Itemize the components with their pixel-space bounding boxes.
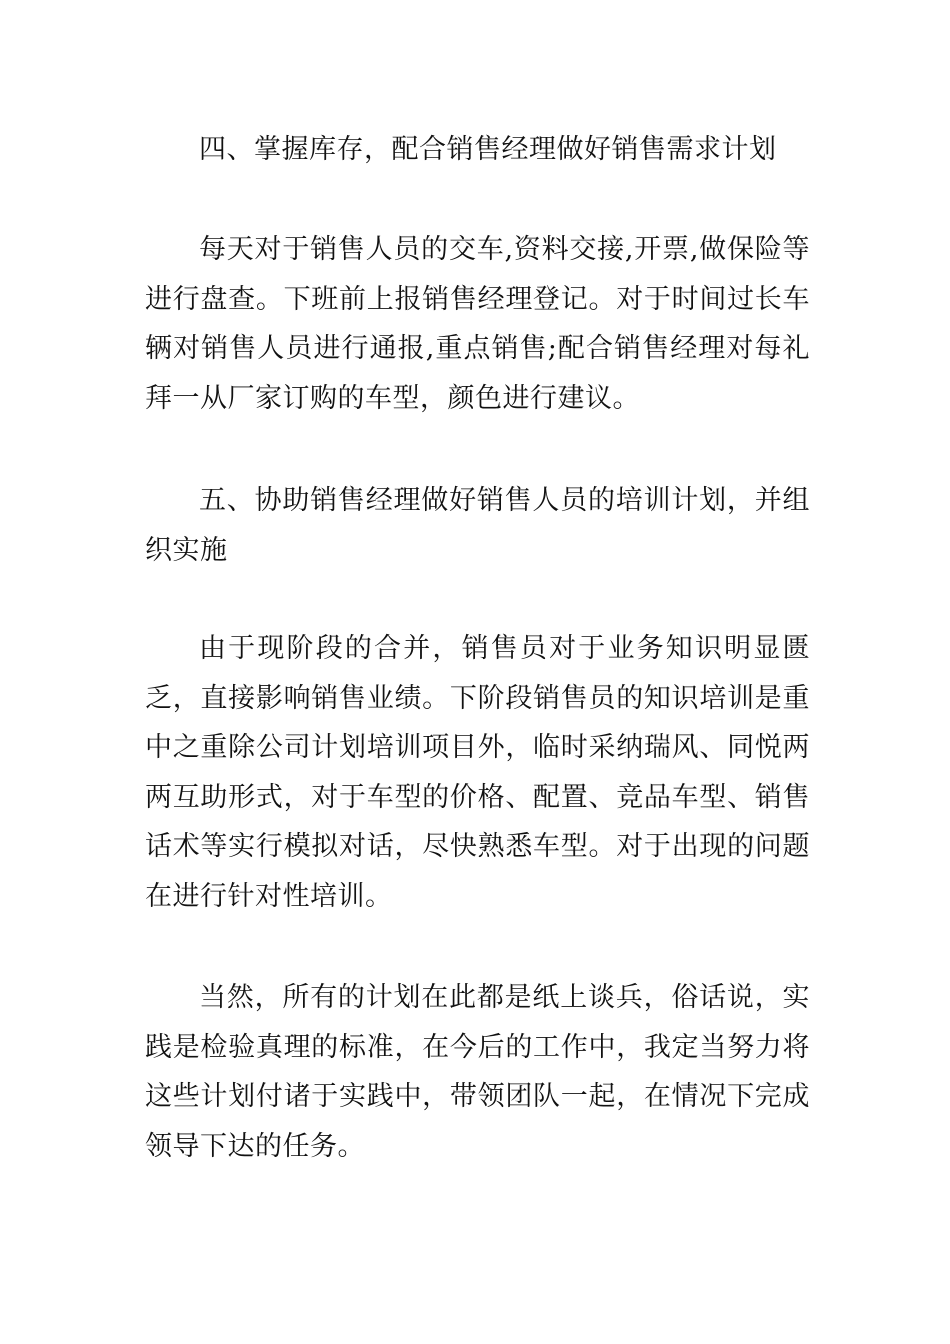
section-4-body: 每天对于销售人员的交车,资料交接,开票,做保险等进行盘查。下班前上报销售经理登记。对于时间过长车辆对销售人员进行通报,重点销售;配合销售经理对每礼拜一从厂家订购的车型，颜色进行建议。 bbox=[145, 234, 810, 414]
section-5-heading: 五、协助销售经理做好销售人员的培训计划，并组织实施 bbox=[145, 485, 810, 566]
closing-paragraph: 当然，所有的计划在此都是纸上谈兵，俗话说，实践是检验真理的标准，在今后的工作中，我定当努力将这些计划付诸于实践中，带领团队一起，在情况下完成领导下达的任务。 bbox=[145, 982, 810, 1162]
section-5-body: 由于现阶段的合并，销售员对于业务知识明显匮乏，直接影响销售业绩。下阶段销售员的知识培训是重中之重除公司计划培训项目外，临时采纳瑞风、同悦两两互助形式，对于车型的价格、配置、竞品车型、销售话术等实行模拟对话，尽快熟悉车型。对于出现的问题在进行针对性培训。 bbox=[145, 633, 810, 912]
section-4-heading: 四、掌握库存，配合销售经理做好销售需求计划 bbox=[199, 134, 777, 165]
